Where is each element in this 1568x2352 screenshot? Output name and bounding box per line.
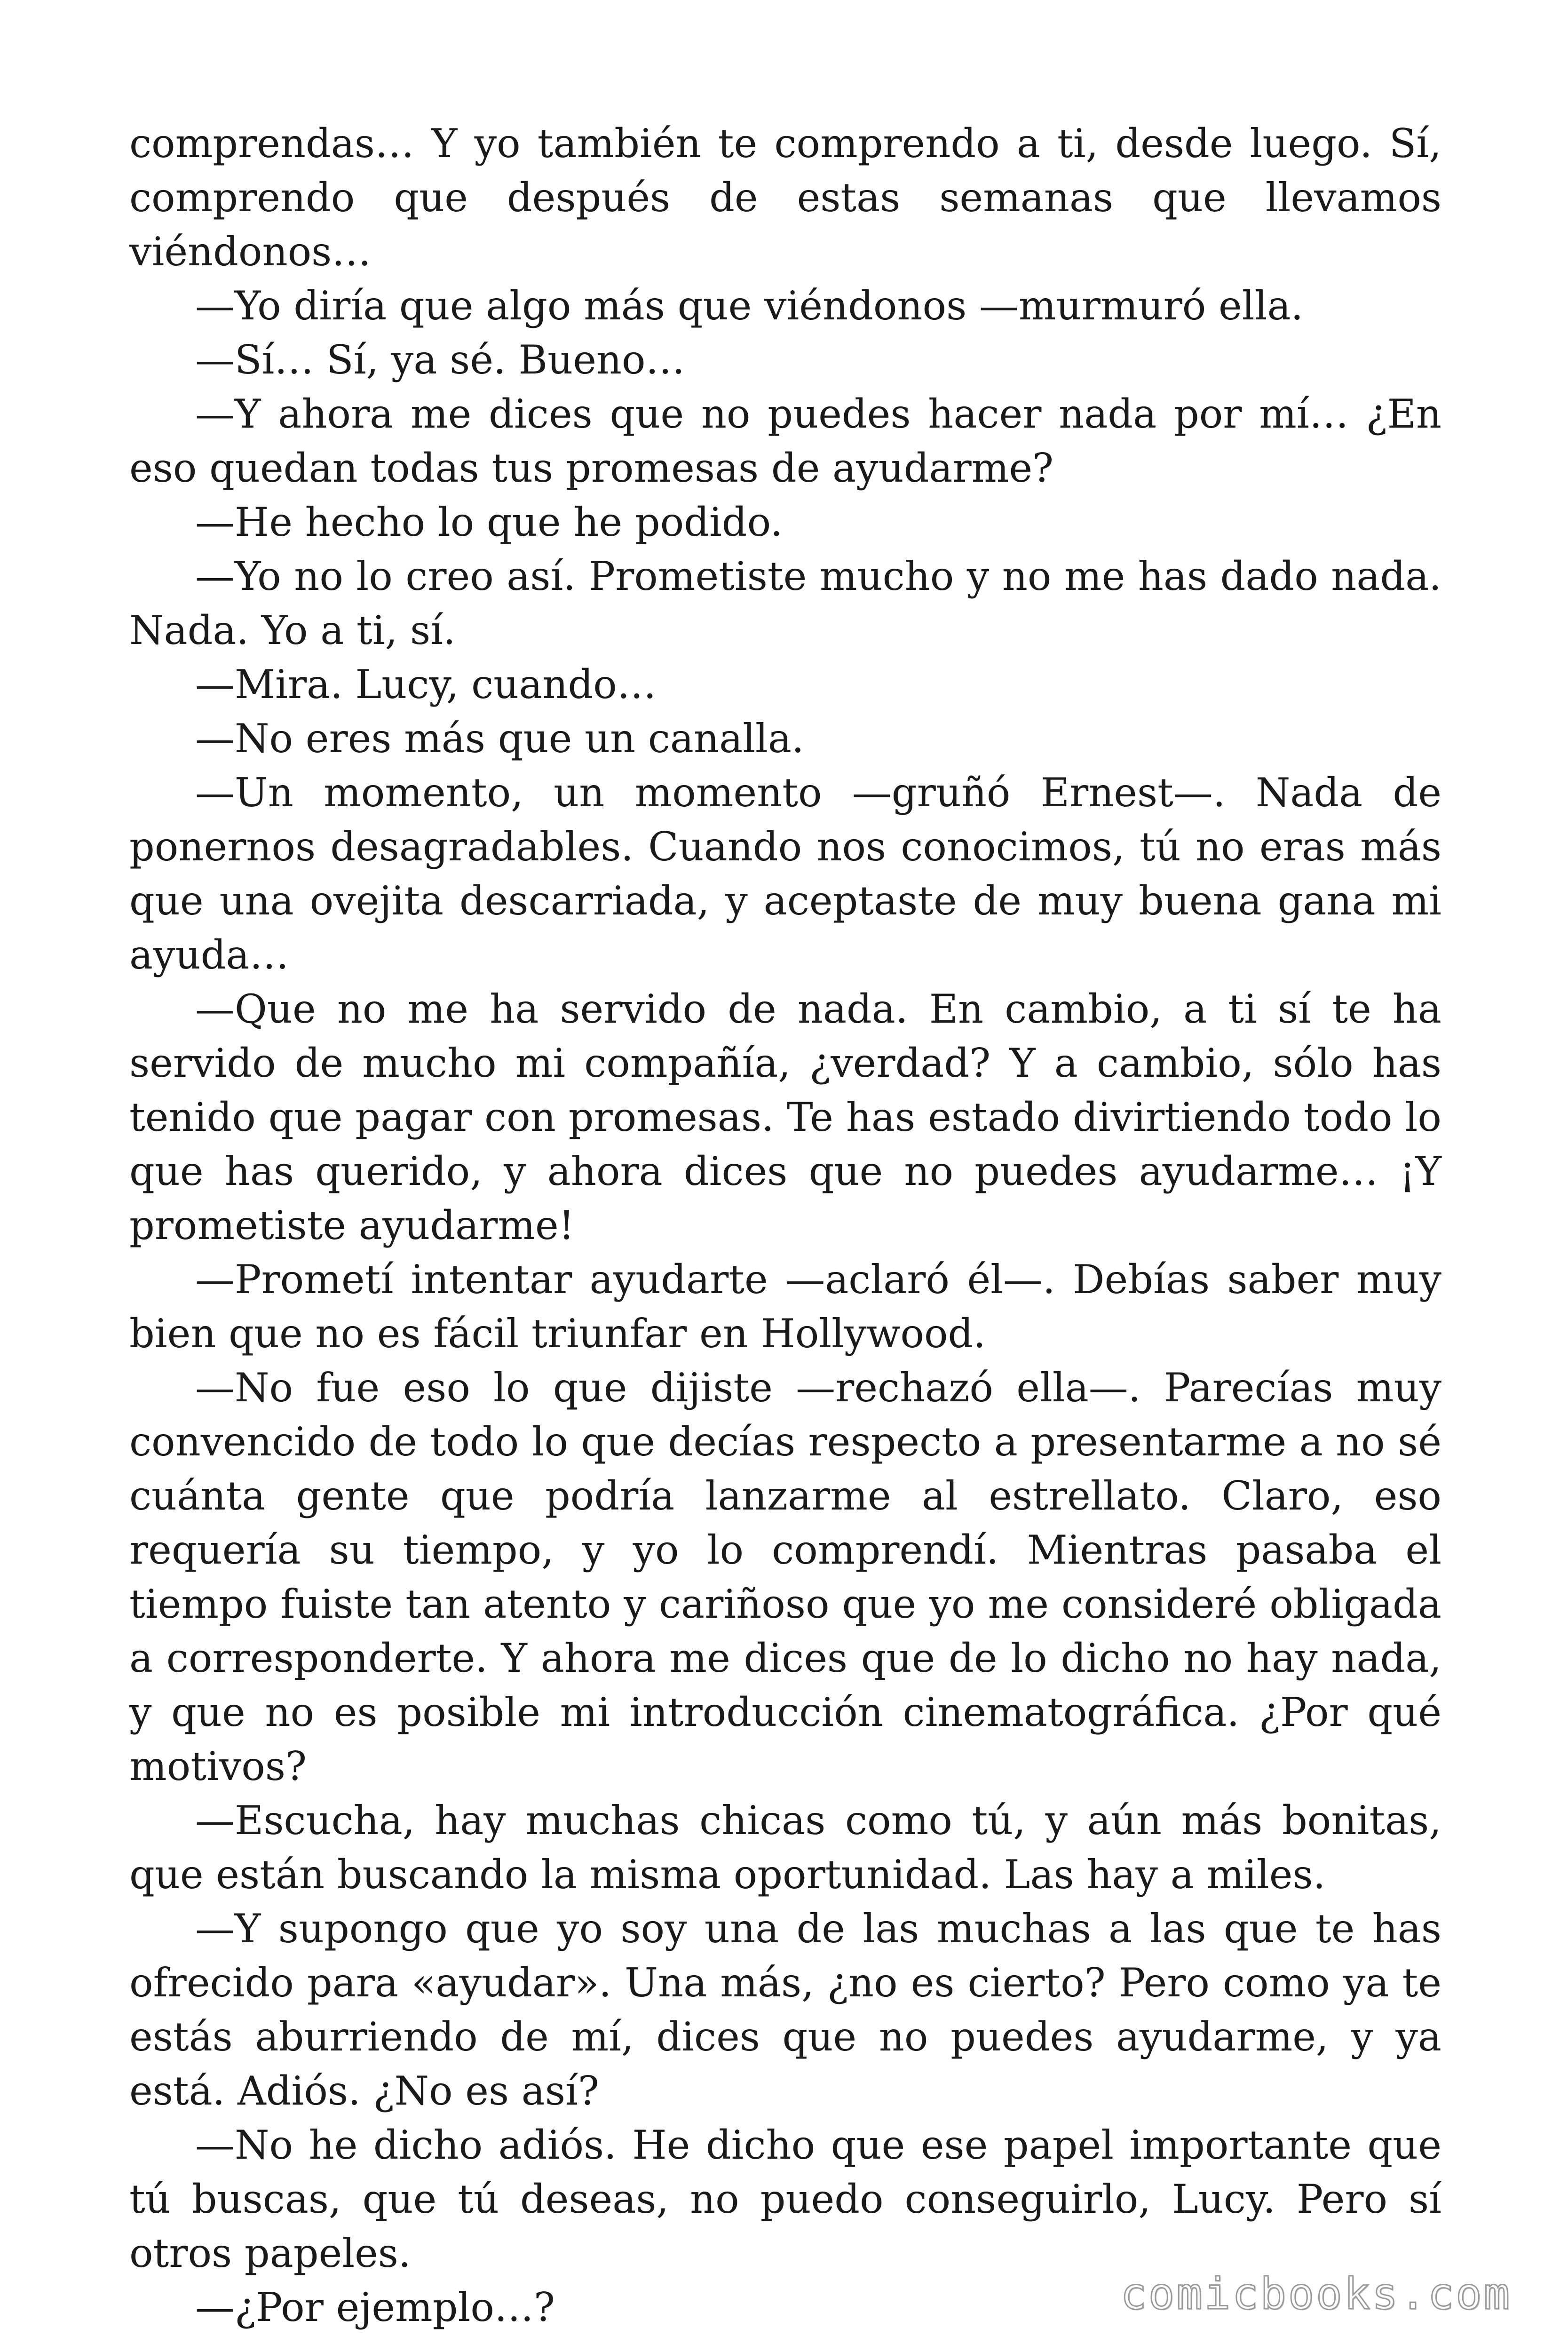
watermark-logo: comicbooks.com (1120, 2269, 1512, 2319)
body-text (129, 117, 1441, 2335)
paragraph-12: —No fue eso lo que dijiste —rechazó ella—. Parecías muy convencido de todo lo que decías respecto a presentarme a no sé cuánta gente que podría lanzarme al estrellato. Claro, eso requería su tiempo, y yo lo comprendí. Mientras pasaba el tiempo fuiste tan atento y cariñoso que yo me consideré obligada a corresponderte. Y ahora me dices que de lo dicho no hay nada, y que no es posible mi introducción cinematográfica. ¿Por qué motivos? (129, 1365, 1441, 1789)
paragraph-15: —No he dicho adiós. He dicho que ese papel importante que tú buscas, que tú deseas, no puedo conseguirlo, Lucy. Pero sí otros papeles. (129, 2122, 1441, 2276)
paragraph-4: —Y ahora me dices que no puedes hacer nada por mí… ¿En eso quedan todas tus promesas de ayudarme? (129, 391, 1441, 491)
paragraph-2: —Yo diría que algo más que viéndonos —murmuró ella. (195, 283, 1304, 329)
paragraph-6: —Yo no lo creo así. Prometiste mucho y no me has dado nada. Nada. Yo a ti, sí. (129, 553, 1441, 653)
paragraph-13: —Escucha, hay muchas chicas como tú, y aún más bonitas, que están buscando la misma oportunidad. Las hay a miles. (129, 1797, 1441, 1898)
paragraph-16: —¿Por ejemplo…? (195, 2284, 555, 2330)
paragraph-3: —Sí… Sí, ya sé. Bueno… (195, 337, 685, 383)
paragraph-5: —He hecho lo que he podido. (195, 499, 783, 545)
paragraph-1: comprendas… Y yo también te comprendo a ti, desde luego. Sí, comprendo que después de estas semanas que llevamos viéndonos… (129, 120, 1441, 275)
paragraph-8: —No eres más que un canalla. (195, 715, 804, 762)
paragraph-14: —Y supongo que yo soy una de las muchas a las que te has ofrecido para «ayudar». Una más, ¿no es cierto? Pero como ya te estás aburriendo de mí, dices que no puedes ayudarme, y ya está. Adiós. ¿No es así? (129, 1906, 1441, 2114)
paragraph-11: —Prometí intentar ayudarte —aclaró él—. Debías saber muy bien que no es fácil triunfar en Hollywood. (129, 1256, 1441, 1357)
paragraph-7: —Mira. Lucy, cuando… (195, 661, 657, 707)
paragraph-10: —Que no me ha servido de nada. En cambio, a ti sí te ha servido de mucho mi compañía, ¿verdad? Y a cambio, sólo has tenido que pagar con promesas. Te has estado divirtiendo todo lo que has querido, y ahora dices que no puedes ayudarme… ¡Y prometiste ayudarme! (129, 986, 1441, 1248)
paragraph-9: —Un momento, un momento —gruñó Ernest—. Nada de ponernos desagradables. Cuando nos conocimos, tú no eras más que una ovejita descarriada, y aceptaste de muy buena gana mi ayuda… (129, 770, 1441, 978)
